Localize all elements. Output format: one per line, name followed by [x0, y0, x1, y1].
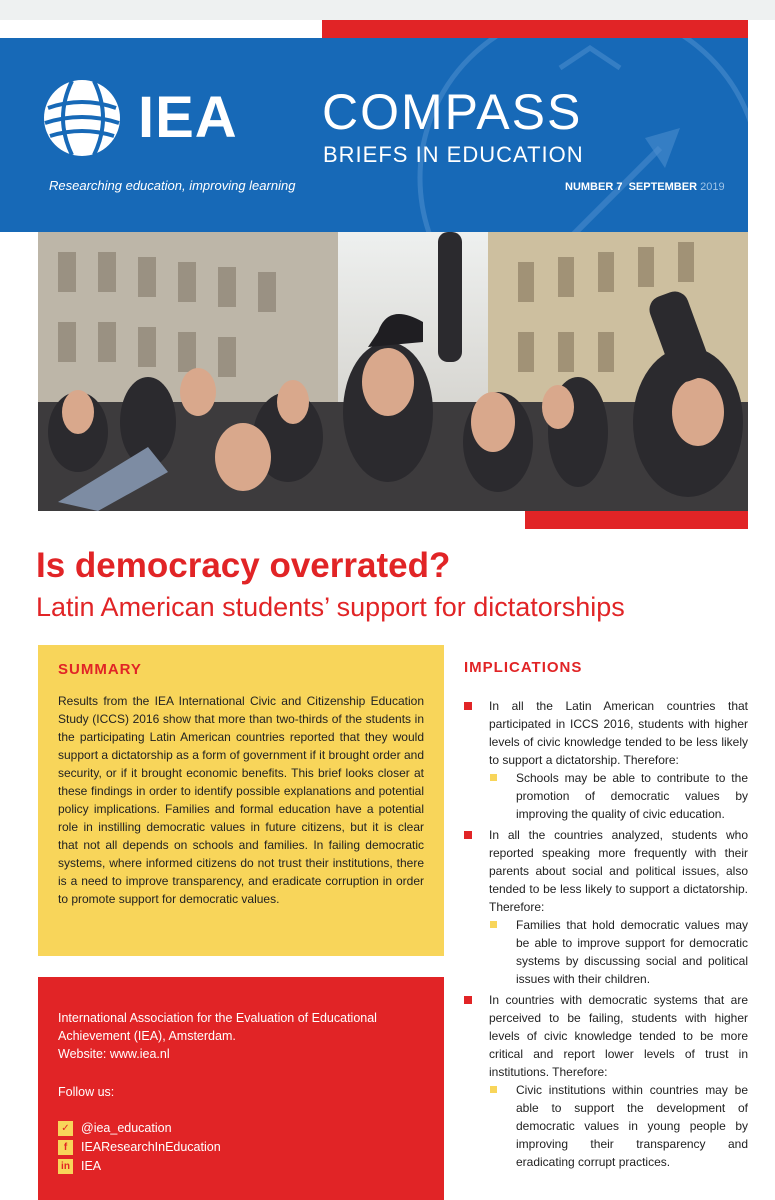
contact-box: [38, 977, 444, 1200]
yellow-bullet-icon: [490, 774, 497, 781]
publication-title: COMPASS: [322, 84, 583, 140]
issue-number: NUMBER 7: [565, 181, 623, 193]
iea-globe-logo: [42, 78, 122, 158]
tagline: Researching education, improving learning: [49, 178, 296, 193]
facebook-icon: f: [58, 1140, 73, 1155]
implication-subitem: [464, 1081, 748, 1171]
linkedin-handle: IEA: [81, 1159, 102, 1173]
social-links: [58, 1119, 424, 1175]
photo-red-bar: [525, 511, 748, 529]
twitter-icon: ✓: [58, 1121, 73, 1136]
implication-subtext: Civic institutions within countries may be able to support the development of democratic values in young people by improving their transparency and eradicating corrupt practices.: [516, 1083, 748, 1169]
red-bullet-icon: [464, 996, 472, 1004]
implication-subtext: Families that hold democratic values may be able to improve support for democratic systems by discussing social and political issues with their children.: [516, 918, 748, 986]
summary-box: [38, 645, 444, 956]
linkedin-link[interactable]: [58, 1157, 424, 1175]
implication-text: In all the countries analyzed, students who reported speaking more frequently with their parents about social and political issues, also tended to be less likely to support a dictatorship. Therefore:: [489, 828, 748, 914]
implication-text: In countries with democratic systems that are perceived to be failing, students with higher levels of civic knowledge tended to be more critical and report lower levels of trust in institutions. Therefore:: [489, 993, 748, 1079]
issue-month: SEPTEMBER: [628, 181, 698, 193]
summary-title: SUMMARY: [58, 661, 142, 678]
red-bullet-icon: [464, 702, 472, 710]
iea-logo-text: IEA: [138, 85, 238, 150]
twitter-handle: @iea_education: [81, 1121, 172, 1135]
issue-year: 2019: [700, 181, 725, 193]
issue-info: [565, 181, 725, 193]
implication-subitem: [464, 769, 748, 823]
header-red-tab: [322, 20, 748, 38]
yellow-bullet-icon: [490, 921, 497, 928]
contact-website[interactable]: Website: www.iea.nl: [58, 1047, 170, 1061]
top-strip: [0, 0, 775, 20]
implications-list: [464, 697, 748, 1174]
article-subheadline: Latin American students’ support for dictatorships: [36, 592, 625, 622]
facebook-link[interactable]: [58, 1138, 424, 1156]
implications-title: IMPLICATIONS: [464, 659, 583, 676]
red-bullet-icon: [464, 831, 472, 839]
summary-text: Results from the IEA International Civic and Citizenship Education Study (ICCS) 2016 show that more than two-thirds of the students in the participating Latin American countries reported that they would support a dictatorship as a form of government if it brought order and security, or if it brought economic benefits. This brief looks closer at these findings in order to identify possible explanations and potential policy implications. Families and formal education have a potential role in instilling democratic values in future citizens, but it is clear that not all depends on schools and families. In failing democratic systems, where informed citizens do not trust their institutions, there is a need to improve transparency, and eradicate corruption in order to promote support for democratic values.: [58, 694, 424, 906]
contact-org: International Association for the Evaluation of Educational Achievement (IEA), Amsterdam.: [58, 1011, 377, 1043]
implication-item: [464, 826, 748, 916]
protest-photo-illustration: [38, 232, 748, 511]
linkedin-icon: in: [58, 1159, 73, 1174]
implication-item: [464, 697, 748, 769]
implication-text: In all the Latin American countries that participated in ICCS 2016, students with higher levels of civic knowledge tended to be less likely to support a dictatorship. Therefore:: [489, 699, 748, 767]
protest-photo: [38, 232, 748, 511]
implication-subtext: Schools may be able to contribute to the promotion of democratic values by improving the quality of civic education.: [516, 771, 748, 821]
implication-item: [464, 991, 748, 1081]
header-banner: [0, 38, 748, 232]
follow-us-label: Follow us:: [58, 1085, 115, 1099]
facebook-handle: IEAResearchInEducation: [81, 1140, 221, 1154]
article-headline: Is democracy overrated?: [36, 546, 451, 585]
yellow-bullet-icon: [490, 1086, 497, 1093]
twitter-link[interactable]: [58, 1119, 424, 1137]
implication-subitem: [464, 916, 748, 988]
publication-subtitle: BRIEFS IN EDUCATION: [323, 142, 584, 167]
